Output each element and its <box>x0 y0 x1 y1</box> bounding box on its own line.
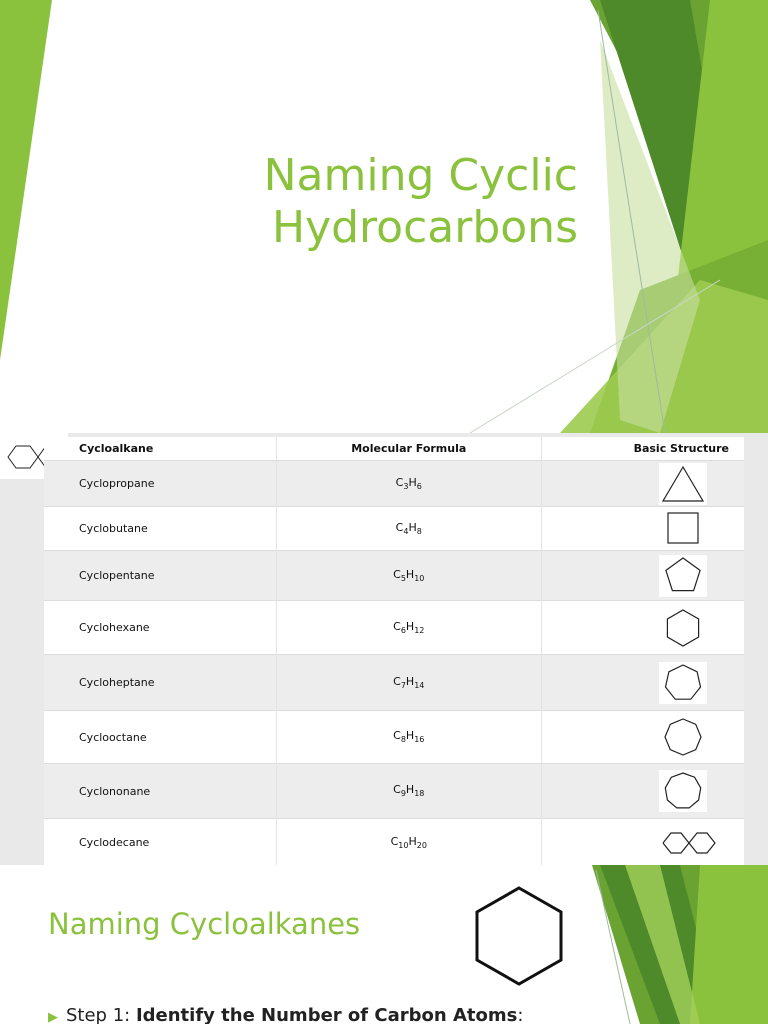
table-row <box>44 551 744 601</box>
table-row <box>44 461 744 507</box>
step-prefix: Step 1: <box>66 1005 136 1024</box>
table-row <box>44 655 744 711</box>
heptagon-structure-icon <box>659 662 707 704</box>
formula-c-count: 3 <box>403 482 409 492</box>
molecular-formula <box>276 551 541 601</box>
formula-c: C <box>390 834 399 848</box>
basic-structure-cell <box>541 461 744 507</box>
formula-c-count: 10 <box>398 840 409 850</box>
basic-structure-cell <box>541 819 744 866</box>
cycloalkane-table-slide <box>0 433 768 865</box>
cycloalkane-name: Cyclodecane <box>44 819 276 866</box>
formula-h-count: 8 <box>416 527 422 537</box>
decane-ring-structure-icon <box>659 821 707 863</box>
table-row <box>44 711 744 764</box>
formula-c: C <box>393 674 401 688</box>
basic-structure-cell <box>541 655 744 711</box>
formula-c: C <box>395 475 404 489</box>
formula-c: C <box>393 783 401 797</box>
basic-structure-cell <box>541 551 744 601</box>
basic-structure-cell <box>541 711 744 764</box>
table-row <box>44 601 744 655</box>
formula-h-count: 20 <box>416 840 427 850</box>
square-structure-icon <box>659 508 707 550</box>
cycloalkane-table <box>44 437 744 865</box>
basic-structure-cell <box>541 601 744 655</box>
formula-h-count: 18 <box>414 789 425 799</box>
formula-h: H <box>408 520 417 534</box>
formula-c-count: 5 <box>400 574 406 584</box>
header-cycloalkane: Cycloalkane <box>44 437 276 461</box>
formula-h-count: 16 <box>414 735 425 745</box>
title-line-1: Naming Cyclic <box>263 150 578 201</box>
step-1-text <box>48 1005 523 1024</box>
formula-h-count: 14 <box>414 681 425 691</box>
formula-c-count: 7 <box>400 681 406 691</box>
formula-c-count: 8 <box>400 735 406 745</box>
cycloalkane-name: Cyclopentane <box>44 551 276 601</box>
triangle-structure-icon <box>659 463 707 505</box>
table-header-row <box>44 437 744 461</box>
formula-h: H <box>408 475 417 489</box>
molecular-formula <box>276 461 541 507</box>
table-row <box>44 764 744 819</box>
title-slide <box>0 0 768 433</box>
slide-subtitle: Naming Cycloalkanes <box>48 907 361 941</box>
molecular-formula <box>276 601 541 655</box>
pentagon-structure-icon <box>659 555 707 597</box>
molecular-formula <box>276 711 541 764</box>
basic-structure-cell <box>541 764 744 819</box>
molecular-formula <box>276 819 541 866</box>
header-molecular-formula: Molecular Formula <box>276 437 541 461</box>
bullet-arrow-icon: ▶ <box>48 1010 58 1024</box>
formula-h: H <box>405 729 415 743</box>
hexagon-structure-icon <box>659 607 707 649</box>
nonagon-structure-icon <box>659 770 707 812</box>
formula-c-count: 9 <box>400 789 406 799</box>
formula-h-count: 12 <box>414 626 425 636</box>
cycloalkane-name: Cyclooctane <box>44 711 276 764</box>
formula-h: H <box>408 834 417 848</box>
cycloalkane-name: Cyclopropane <box>44 461 276 507</box>
basic-structure-cell <box>541 507 744 551</box>
formula-h: H <box>405 567 415 581</box>
title-line-2: Hydrocarbons <box>271 202 578 253</box>
formula-h: H <box>405 619 415 633</box>
formula-c: C <box>393 619 401 633</box>
cycloalkane-name: Cyclobutane <box>44 507 276 551</box>
slide-title <box>264 150 578 254</box>
octagon-structure-icon <box>659 716 707 758</box>
molecular-formula <box>276 764 541 819</box>
step-bold: Identify the Number of Carbon Atoms <box>135 1005 518 1024</box>
formula-h: H <box>405 783 415 797</box>
formula-c: C <box>393 567 401 581</box>
formula-c-count: 4 <box>403 527 409 537</box>
header-basic-structure: Basic Structure <box>633 442 729 455</box>
formula-c: C <box>393 729 401 743</box>
molecular-formula <box>276 507 541 551</box>
decorative-background <box>0 865 768 1024</box>
formula-c-count: 6 <box>400 626 406 636</box>
formula-c: C <box>395 520 404 534</box>
formula-h: H <box>405 674 415 688</box>
cycloalkane-name: Cyclohexane <box>44 601 276 655</box>
table-row <box>44 819 744 866</box>
formula-h-count: 6 <box>416 482 422 492</box>
molecular-formula <box>276 655 541 711</box>
step-suffix: : <box>517 1005 524 1024</box>
formula-h-count: 10 <box>414 574 425 584</box>
cycloalkane-name: Cyclononane <box>44 764 276 819</box>
hexagon-icon <box>474 885 564 987</box>
table-row <box>44 507 744 551</box>
naming-slide <box>0 865 768 1024</box>
table-panel <box>44 437 744 865</box>
cycloalkane-name: Cycloheptane <box>44 655 276 711</box>
